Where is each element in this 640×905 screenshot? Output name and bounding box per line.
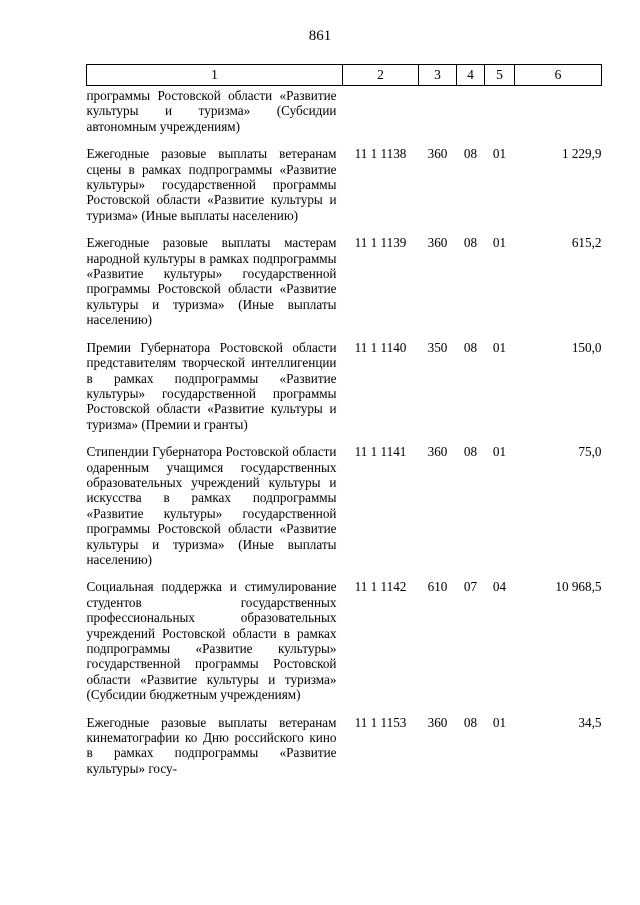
row-description: программы Ростовской области «Развитие культуры и туризма» (Субсидии автономным учреждениям) — [86, 88, 337, 134]
row-subsection: 01 — [492, 714, 507, 730]
row-section: 08 — [463, 714, 478, 730]
row-code — [343, 86, 419, 147]
table-row — [87, 340, 602, 444]
row-code: 11 1 1141 — [354, 444, 407, 460]
table-row — [87, 146, 602, 235]
row-amount: 75,0 — [578, 444, 602, 460]
row-amount: 34,5 — [578, 714, 602, 730]
row-description: Ежегодные разовые выплаты ветеранам сцены в рамках подпрограммы «Развитие культуры» государственной программы Ростовской области «Развитие культуры и туризма» (Иные выплаты населению) — [86, 146, 337, 223]
row-section: 08 — [463, 444, 478, 460]
row-expense-type: 360 — [427, 714, 448, 730]
row-code: 11 1 1138 — [354, 146, 407, 162]
row-amount: 150,0 — [571, 339, 602, 355]
table-header-row — [87, 65, 602, 86]
table-row — [87, 86, 602, 147]
row-subsection: 04 — [492, 579, 507, 595]
row-section: 07 — [463, 579, 478, 595]
row-section: 08 — [463, 235, 478, 251]
column-header: 1 — [87, 65, 343, 86]
column-header: 3 — [419, 65, 457, 86]
budget-table — [86, 64, 602, 776]
row-description: Ежегодные разовые выплаты мастерам народной культуры в рамках подпрограммы «Развитие культуры» государственной программы Ростовской области «Развитие культуры и туризма» (Иные выплаты населению) — [86, 235, 337, 328]
row-expense-type: 610 — [427, 579, 448, 595]
row-description: Социальная поддержка и стимулирование студентов государственных профессиональных образовательных учреждений Ростовской области в рамках подпрограммы «Развитие культуры» государственной программы Ростовской области «Развитие культуры и туризма» (Субсидии бюджетным учреждениям) — [86, 579, 337, 703]
row-expense-type: 350 — [427, 339, 448, 355]
row-expense-type — [419, 86, 457, 147]
column-header: 4 — [457, 65, 485, 86]
row-description: Стипендии Губернатора Ростовской области одаренным учащимся государственных образовательных учреждений культуры и искусства в рамках подпрограммы «Развитие культуры» государственной программы Ростовской области «Развитие культуры и туризма» (Иные выплаты населению) — [86, 444, 337, 567]
row-description: Ежегодные разовые выплаты ветеранам кинематографии ко Дню российского кино в рамках подпрограммы «Развитие культуры» госу- — [86, 714, 337, 776]
column-header: 6 — [515, 65, 602, 86]
row-code: 11 1 1140 — [354, 339, 407, 355]
row-expense-type: 360 — [427, 444, 448, 460]
table-row — [87, 444, 602, 579]
row-section: 08 — [463, 146, 478, 162]
row-subsection: 01 — [492, 146, 507, 162]
table-row — [87, 715, 602, 777]
row-amount: 1 229,9 — [561, 146, 602, 162]
column-header: 2 — [343, 65, 419, 86]
row-subsection — [485, 86, 515, 147]
row-section: 08 — [463, 339, 478, 355]
row-code: 11 1 1153 — [354, 714, 407, 730]
row-subsection: 01 — [492, 444, 507, 460]
page-number: 861 — [308, 28, 332, 44]
row-amount — [515, 86, 602, 147]
table-row — [87, 579, 602, 714]
row-code: 11 1 1139 — [354, 235, 407, 251]
row-expense-type: 360 — [427, 146, 448, 162]
column-header: 5 — [485, 65, 515, 86]
row-amount: 10 968,5 — [555, 579, 602, 595]
row-amount: 615,2 — [571, 235, 602, 251]
table-row — [87, 235, 602, 339]
row-subsection: 01 — [492, 235, 507, 251]
row-subsection: 01 — [492, 339, 507, 355]
row-code: 11 1 1142 — [354, 579, 407, 595]
row-expense-type: 360 — [427, 235, 448, 251]
row-section — [457, 86, 485, 147]
row-description: Премии Губернатора Ростовской области представителям творческой интеллигенции в рамках подпрограммы «Развитие культуры» государственной программы Ростовской области «Развитие культуры и туризма» (Премии и гранты) — [86, 339, 337, 432]
